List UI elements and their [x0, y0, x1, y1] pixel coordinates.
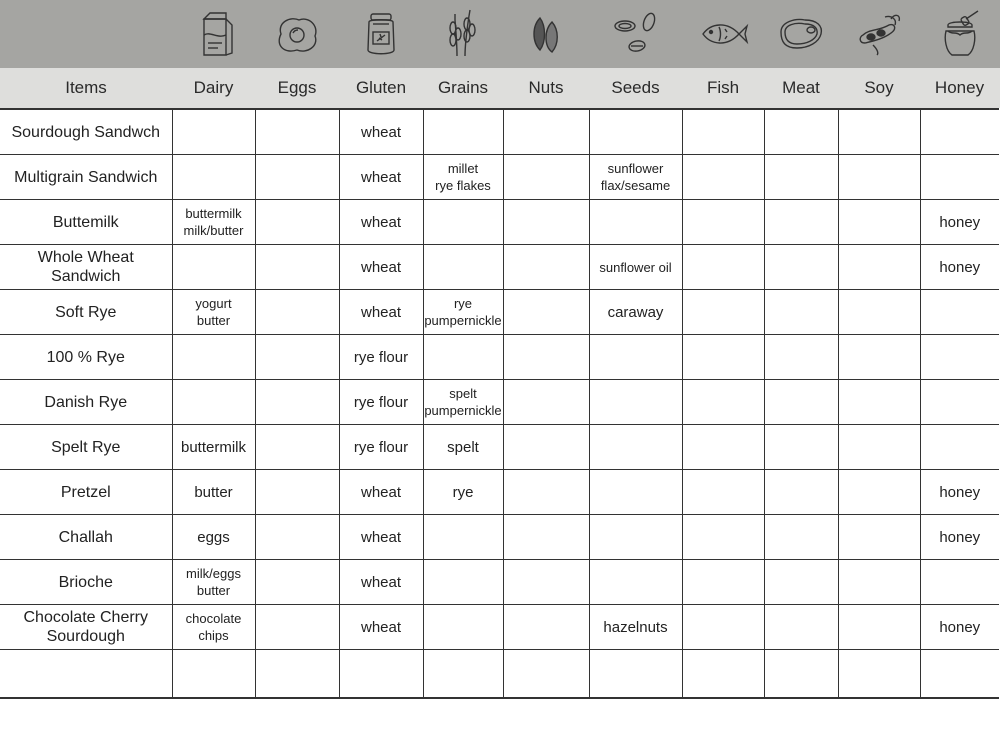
gluten-value: wheat: [360, 258, 402, 276]
nuts-cell: [503, 109, 589, 155]
flour-jar-icon: [361, 10, 401, 58]
meat-cell: [764, 109, 838, 155]
dairy-cell: [172, 560, 255, 605]
nuts-cell: [503, 335, 589, 380]
gluten-icon-cell: [339, 0, 423, 68]
honey-value: honey: [939, 213, 981, 231]
item-name: Brioche: [58, 573, 113, 591]
grains-value: spelt: [449, 386, 477, 401]
seeds-cell: [589, 335, 682, 380]
gluten-value: wheat: [360, 573, 402, 591]
wheat-stalks-icon: [443, 8, 483, 60]
item-name-cell: [0, 200, 172, 245]
seeds-cell: [589, 560, 682, 605]
nuts-cell: [503, 605, 589, 650]
table-row: [0, 515, 999, 560]
eggs-cell: [255, 380, 339, 425]
dairy-value: butter: [196, 313, 231, 328]
table-row: [0, 109, 999, 155]
honey-cell: [920, 515, 999, 560]
soy-cell: [838, 335, 920, 380]
seeds-cell: [589, 290, 682, 335]
nuts-cell: [503, 245, 589, 290]
soy-cell: [838, 560, 920, 605]
table-row: [0, 560, 999, 605]
grains-cell: [423, 470, 503, 515]
nuts-cell: [503, 200, 589, 245]
honey-cell: [920, 290, 999, 335]
dairy-cell: [172, 470, 255, 515]
item-name: Sourdough Sandwch: [11, 123, 161, 141]
column-header-nuts: Nuts: [503, 68, 589, 109]
honey-value: honey: [939, 618, 981, 636]
dairy-value: butter: [196, 583, 231, 598]
table-row: [0, 290, 999, 335]
grains-cell: [423, 155, 503, 200]
meat-cell: [764, 290, 838, 335]
honey-pot-icon: [938, 9, 982, 59]
eggs-cell: [255, 155, 339, 200]
eggs-cell: [255, 560, 339, 605]
column-header-soy: Soy: [838, 68, 920, 109]
soy-cell: [838, 290, 920, 335]
gluten-cell: [339, 245, 423, 290]
honey-cell: [920, 470, 999, 515]
column-header-grains: Grains: [423, 68, 503, 109]
column-header-items: Items: [0, 68, 172, 109]
seeds-cell: [589, 155, 682, 200]
item-name: Multigrain Sandwich: [14, 168, 158, 186]
grains-cell: [423, 425, 503, 470]
meat-cell: [764, 335, 838, 380]
gluten-cell: [339, 560, 423, 605]
item-name-cell: [0, 515, 172, 560]
gluten-cell: [339, 425, 423, 470]
table-body: [0, 109, 999, 698]
gluten-value: wheat: [360, 168, 402, 186]
item-name: Challah: [58, 528, 113, 546]
seeds-value: sunflower oil: [599, 259, 672, 275]
nuts-icon-cell: [503, 0, 589, 68]
item-name-cell: [0, 560, 172, 605]
meat-icon-cell: [764, 0, 838, 68]
soy-cell: [838, 155, 920, 200]
dairy-cell: [172, 650, 255, 699]
nuts-cell: [503, 380, 589, 425]
honey-value: honey: [939, 528, 981, 546]
soybean-pod-icon: [855, 11, 903, 57]
eggs-cell: [255, 200, 339, 245]
fried-egg-icon: [273, 14, 321, 54]
grains-cell: [423, 245, 503, 290]
seeds-icon: [611, 10, 661, 58]
honey-cell: [920, 245, 999, 290]
item-name: 100 % Rye: [46, 348, 125, 366]
dairy-value: eggs: [197, 528, 230, 546]
seeds-icon-cell: [589, 0, 682, 68]
fish-cell: [682, 245, 764, 290]
item-name: Soft Rye: [55, 303, 117, 321]
steak-icon: [775, 14, 827, 54]
meat-cell: [764, 650, 838, 699]
soy-cell: [838, 515, 920, 560]
eggs-cell: [255, 650, 339, 699]
eggs-cell: [255, 470, 339, 515]
grains-value: rye flakes: [435, 178, 491, 193]
dairy-value: chocolate: [185, 611, 242, 626]
item-name: Pretzel: [60, 483, 111, 501]
meat-cell: [764, 605, 838, 650]
dairy-cell: [172, 425, 255, 470]
fish-icon-cell: [682, 0, 764, 68]
dairy-value: buttermilk: [185, 206, 242, 221]
grains-cell: [423, 290, 503, 335]
milk-carton-icon: [192, 9, 236, 59]
nuts-cell: [503, 560, 589, 605]
gluten-value: wheat: [360, 123, 402, 141]
fish-cell: [682, 650, 764, 699]
nuts-cell: [503, 470, 589, 515]
eggs-cell: [255, 245, 339, 290]
meat-cell: [764, 515, 838, 560]
meat-cell: [764, 155, 838, 200]
dairy-value: butter: [194, 483, 233, 501]
dairy-cell: [172, 109, 255, 155]
seeds-cell: [589, 380, 682, 425]
honey-cell: [920, 155, 999, 200]
column-header-eggs: Eggs: [255, 68, 339, 109]
meat-cell: [764, 470, 838, 515]
gluten-cell: [339, 290, 423, 335]
eggs-cell: [255, 109, 339, 155]
meat-cell: [764, 245, 838, 290]
fish-cell: [682, 470, 764, 515]
eggs-cell: [255, 515, 339, 560]
item-name: Whole Wheat: [37, 249, 134, 266]
gluten-cell: [339, 200, 423, 245]
fish-icon: [697, 17, 749, 51]
item-name: Buttemilk: [52, 213, 119, 231]
nuts-cell: [503, 425, 589, 470]
honey-cell: [920, 650, 999, 699]
grains-value: millet: [447, 161, 479, 176]
honey-cell: [920, 335, 999, 380]
soy-cell: [838, 109, 920, 155]
seeds-cell: [589, 425, 682, 470]
eggs-icon-cell: [255, 0, 339, 68]
grains-cell: [423, 605, 503, 650]
gluten-cell: [339, 470, 423, 515]
dairy-value: milk/butter: [183, 223, 244, 238]
item-name-cell: [0, 245, 172, 290]
table-row: [0, 650, 999, 699]
table-row: [0, 425, 999, 470]
fish-cell: [682, 560, 764, 605]
grains-cell: [423, 335, 503, 380]
honey-value: honey: [939, 258, 981, 276]
grains-cell: [423, 380, 503, 425]
items-icon-cell: [0, 0, 172, 68]
dairy-value: chips: [198, 628, 229, 643]
soy-cell: [838, 425, 920, 470]
table-row: [0, 200, 999, 245]
dairy-cell: [172, 155, 255, 200]
soy-icon-cell: [838, 0, 920, 68]
soy-cell: [838, 200, 920, 245]
gluten-value: wheat: [360, 618, 402, 636]
item-name: Chocolate Cherry: [23, 609, 148, 626]
dairy-value: buttermilk: [180, 438, 247, 456]
item-name-cell: [0, 109, 172, 155]
gluten-value: wheat: [360, 303, 402, 321]
column-header-dairy: Dairy: [172, 68, 255, 109]
item-name: Sandwich: [51, 268, 121, 285]
almond-icon: [526, 12, 566, 56]
dairy-value: milk/eggs: [186, 566, 241, 581]
item-name: Danish Rye: [44, 393, 128, 411]
seeds-cell: [589, 650, 682, 699]
honey-cell: [920, 380, 999, 425]
honey-value: honey: [939, 483, 981, 501]
grains-cell: [423, 200, 503, 245]
gluten-value: rye flour: [353, 393, 409, 411]
meat-cell: [764, 560, 838, 605]
honey-cell: [920, 109, 999, 155]
honey-cell: [920, 425, 999, 470]
nuts-cell: [503, 650, 589, 699]
nuts-cell: [503, 155, 589, 200]
seeds-cell: [589, 515, 682, 560]
table-row: [0, 605, 999, 650]
item-name: Spelt Rye: [51, 438, 121, 456]
gluten-cell: [339, 650, 423, 699]
item-name-cell: [0, 605, 172, 650]
gluten-value: rye flour: [353, 438, 409, 456]
grains-icon-cell: [423, 0, 503, 68]
item-name-cell: [0, 425, 172, 470]
seeds-cell: [589, 200, 682, 245]
meat-cell: [764, 200, 838, 245]
soy-cell: [838, 380, 920, 425]
dairy-cell: [172, 290, 255, 335]
dairy-cell: [172, 515, 255, 560]
grains-cell: [423, 109, 503, 155]
item-name-cell: [0, 155, 172, 200]
seeds-value: flax/sesame: [600, 178, 671, 193]
soy-cell: [838, 245, 920, 290]
dairy-cell: [172, 605, 255, 650]
honey-cell: [920, 560, 999, 605]
soy-cell: [838, 650, 920, 699]
dairy-cell: [172, 200, 255, 245]
item-name-cell: [0, 470, 172, 515]
grains-value: pumpernickle: [424, 403, 502, 418]
dairy-icon-cell: [172, 0, 255, 68]
fish-cell: [682, 155, 764, 200]
grains-cell: [423, 515, 503, 560]
eggs-cell: [255, 605, 339, 650]
seeds-cell: [589, 109, 682, 155]
grains-value: rye: [453, 296, 473, 311]
eggs-cell: [255, 290, 339, 335]
nuts-cell: [503, 515, 589, 560]
table-row: [0, 335, 999, 380]
fish-cell: [682, 200, 764, 245]
gluten-cell: [339, 380, 423, 425]
seeds-cell: [589, 470, 682, 515]
item-name: Sourdough: [46, 628, 125, 645]
gluten-value: wheat: [360, 528, 402, 546]
gluten-cell: [339, 605, 423, 650]
grains-value: rye: [452, 483, 474, 501]
seeds-cell: [589, 245, 682, 290]
seeds-cell: [589, 605, 682, 650]
grains-cell: [423, 650, 503, 699]
icon-row: [0, 0, 999, 68]
gluten-cell: [339, 155, 423, 200]
item-name-cell: [0, 380, 172, 425]
column-header-fish: Fish: [682, 68, 764, 109]
fish-cell: [682, 605, 764, 650]
gluten-value: wheat: [360, 213, 402, 231]
meat-cell: [764, 380, 838, 425]
table-row: [0, 245, 999, 290]
seeds-value: hazelnuts: [603, 618, 668, 636]
fish-cell: [682, 109, 764, 155]
grains-value: spelt: [447, 438, 479, 456]
table-row: [0, 155, 999, 200]
fish-cell: [682, 290, 764, 335]
column-header-meat: Meat: [764, 68, 838, 109]
eggs-cell: [255, 335, 339, 380]
fish-cell: [682, 380, 764, 425]
seeds-value: caraway: [607, 303, 664, 321]
gluten-value: wheat: [360, 483, 402, 501]
column-header-seeds: Seeds: [589, 68, 682, 109]
fish-cell: [682, 335, 764, 380]
soy-cell: [838, 605, 920, 650]
honey-cell: [920, 200, 999, 245]
dairy-cell: [172, 380, 255, 425]
gluten-cell: [339, 335, 423, 380]
grains-cell: [423, 560, 503, 605]
dairy-cell: [172, 245, 255, 290]
honey-cell: [920, 605, 999, 650]
dairy-value: yogurt: [195, 296, 232, 311]
seeds-value: sunflower: [607, 161, 664, 176]
meat-cell: [764, 425, 838, 470]
eggs-cell: [255, 425, 339, 470]
table-row: [0, 380, 999, 425]
item-name-cell: [0, 290, 172, 335]
column-header-honey: Honey: [920, 68, 999, 109]
dairy-cell: [172, 335, 255, 380]
column-header-gluten: Gluten: [339, 68, 423, 109]
grains-value: pumpernickle: [424, 313, 502, 328]
fish-cell: [682, 515, 764, 560]
column-header-row: [0, 68, 999, 109]
gluten-value: rye flour: [353, 348, 409, 366]
fish-cell: [682, 425, 764, 470]
nuts-cell: [503, 290, 589, 335]
soy-cell: [838, 470, 920, 515]
table-row: [0, 470, 999, 515]
item-name-cell: [0, 335, 172, 380]
gluten-cell: [339, 515, 423, 560]
item-name-cell: [0, 650, 172, 699]
honey-icon-cell: [920, 0, 999, 68]
gluten-cell: [339, 109, 423, 155]
